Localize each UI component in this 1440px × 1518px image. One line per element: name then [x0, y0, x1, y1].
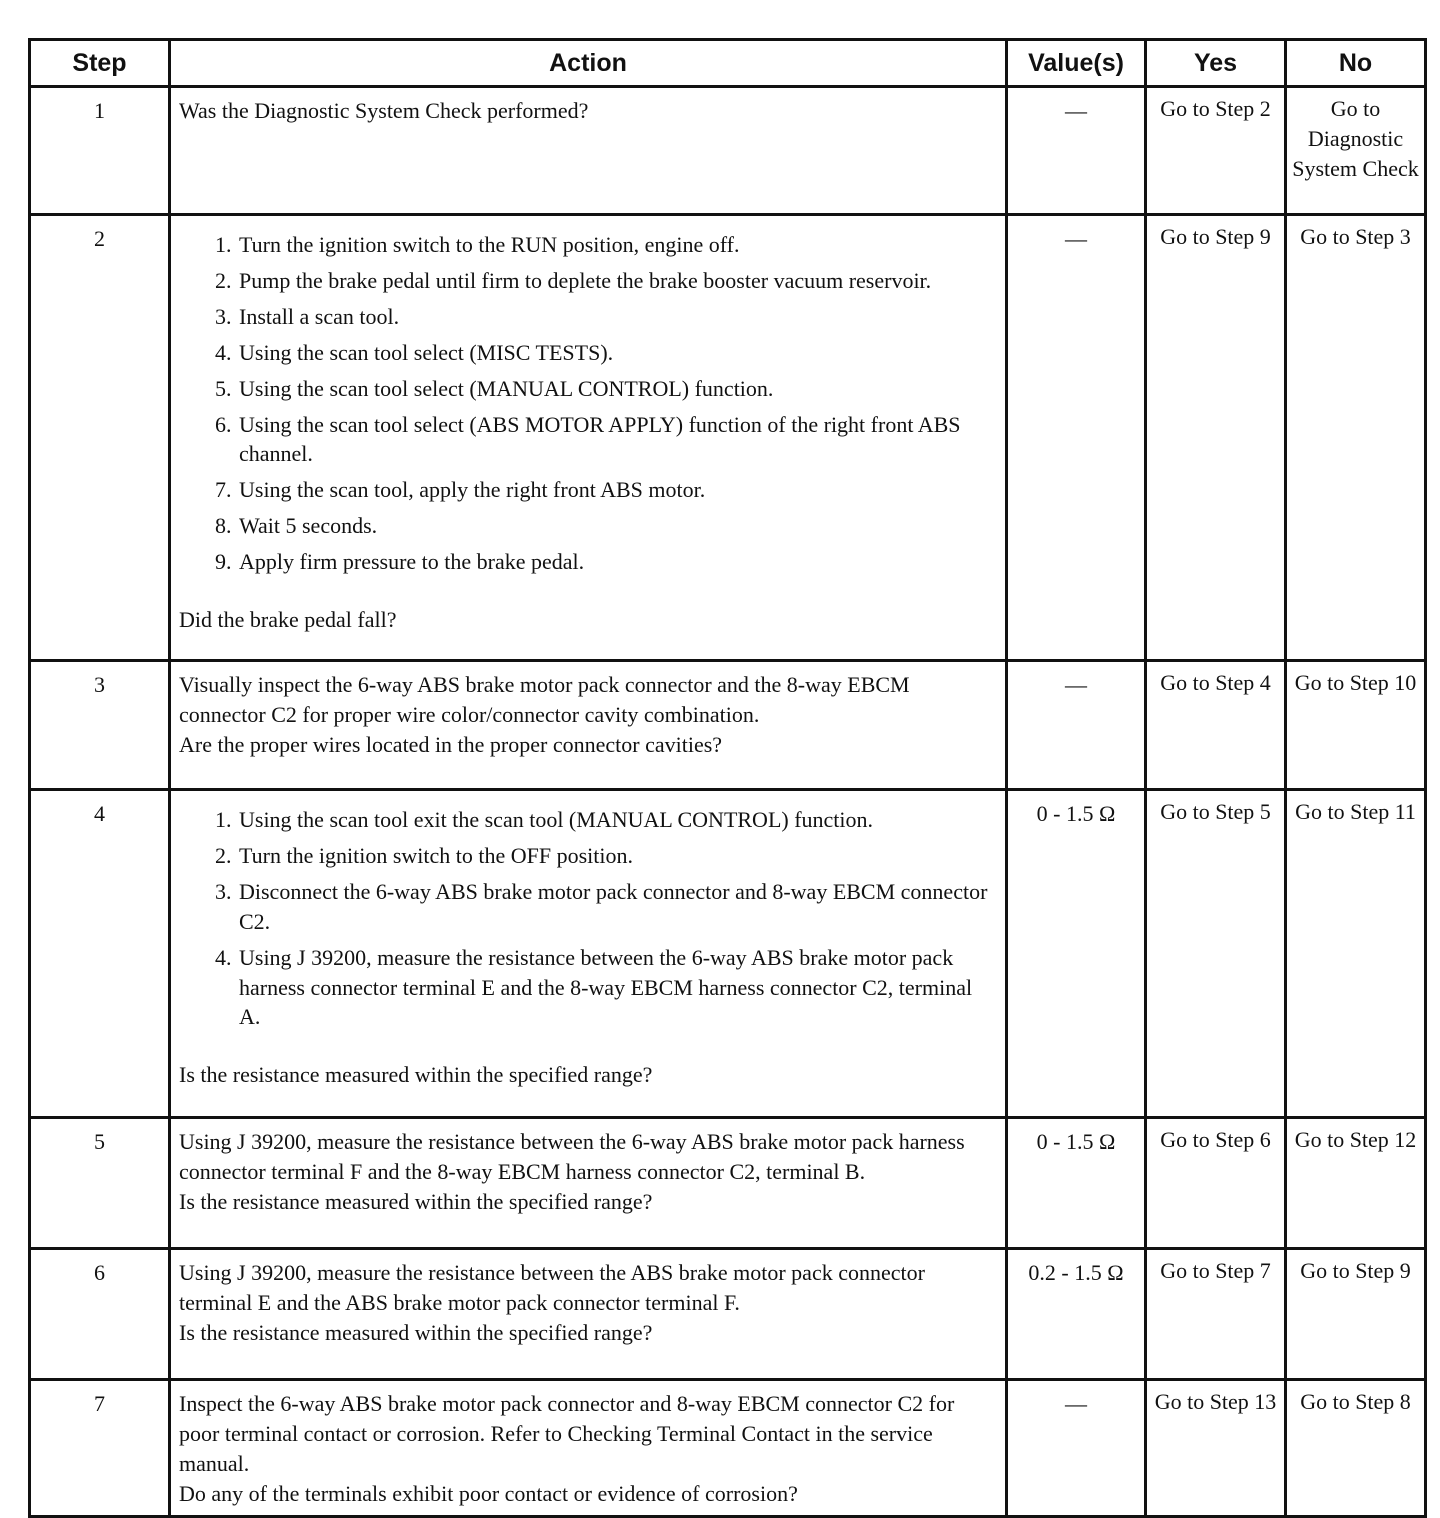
value-cell: —: [1007, 1380, 1146, 1517]
no-cell: Go to Step 10: [1286, 661, 1426, 790]
value-cell: 0.2 - 1.5 Ω: [1007, 1249, 1146, 1380]
spacer: [179, 583, 995, 605]
action-question: Is the resistance measured within the specified range?: [179, 1319, 653, 1345]
action-cell: [170, 1249, 1007, 1380]
list-item: 2. Turn the ignition switch to the OFF position.: [237, 841, 995, 871]
header-no: No: [1286, 40, 1426, 87]
header-action: Action: [170, 40, 1007, 87]
yes-cell: Go to Step 4: [1146, 661, 1286, 790]
action-text: Inspect the 6-way ABS brake motor pack connector and 8-way EBCM connector C2 for poor terminal contact or corrosion. Refer to Checking Terminal Contact in the service manual.: [179, 1391, 955, 1476]
table-row: [30, 215, 1426, 661]
spacer: [179, 1038, 995, 1060]
no-cell: Go to Step 9: [1286, 1249, 1426, 1380]
action-cell: [170, 1118, 1007, 1249]
list-item: 4. Using J 39200, measure the resistance between the 6-way ABS brake motor pack harness connector terminal E and the 8-way EBCM harness connector C2, terminal A.: [237, 943, 995, 1033]
action-text: Using J 39200, measure the resistance between the 6-way ABS brake motor pack harness connector terminal F and the 8-way EBCM harness connector C2, terminal B.: [179, 1129, 965, 1184]
value-cell: —: [1007, 215, 1146, 661]
step-number: 7: [30, 1380, 170, 1517]
table-row: [30, 1249, 1426, 1380]
action-text: Visually inspect the 6-way ABS brake motor pack connector and the 8-way EBCM connector C2 for proper wire color/connector cavity combination.: [179, 672, 910, 727]
value-cell: —: [1007, 661, 1146, 790]
action-cell: [170, 661, 1007, 790]
list-item: 6. Using the scan tool select (ABS MOTOR APPLY) function of the right front ABS channel.: [237, 410, 995, 470]
step-number: 5: [30, 1118, 170, 1249]
table-row: [30, 790, 1426, 1118]
list-item: 2. Pump the brake pedal until firm to deplete the brake booster vacuum reservoir.: [237, 266, 995, 296]
list-item: 1. Using the scan tool exit the scan tool (MANUAL CONTROL) function.: [237, 805, 995, 835]
no-cell: Go to Step 11: [1286, 790, 1426, 1118]
yes-cell: Go to Step 6: [1146, 1118, 1286, 1249]
header-row: [30, 40, 1426, 87]
step-number: 3: [30, 661, 170, 790]
step-number: 2: [30, 215, 170, 661]
list-item: 1. Turn the ignition switch to the RUN position, engine off.: [237, 230, 995, 260]
yes-cell: Go to Step 7: [1146, 1249, 1286, 1380]
action-question: Did the brake pedal fall?: [179, 607, 397, 633]
action-steps: [179, 230, 995, 577]
action-cell: [170, 1380, 1007, 1517]
diagnostic-page: [28, 38, 1424, 1518]
action-question: Do any of the terminals exhibit poor contact or evidence of corrosion?: [179, 1480, 798, 1506]
action-cell: [170, 87, 1007, 215]
list-item: 7. Using the scan tool, apply the right front ABS motor.: [237, 475, 995, 505]
value-cell: 0 - 1.5 Ω: [1007, 790, 1146, 1118]
yes-cell: Go to Step 5: [1146, 790, 1286, 1118]
header-step: Step: [30, 40, 170, 87]
no-cell: Go to Step 12: [1286, 1118, 1426, 1249]
action-text: Using J 39200, measure the resistance between the ABS brake motor pack connector terminal E and the ABS brake motor pack connector terminal F.: [179, 1260, 925, 1315]
list-item: 3. Install a scan tool.: [237, 302, 995, 332]
diagnostic-table: [28, 38, 1427, 1518]
value-cell: —: [1007, 87, 1146, 215]
action-cell: [170, 215, 1007, 661]
action-steps: [179, 805, 995, 1032]
action-question: Are the proper wires located in the proper connector cavities?: [179, 731, 723, 757]
table-row: [30, 661, 1426, 790]
action-cell: [170, 790, 1007, 1118]
step-number: 1: [30, 87, 170, 215]
list-item: 4. Using the scan tool select (MISC TESTS).: [237, 338, 995, 368]
step-number: 4: [30, 790, 170, 1118]
list-item: 3. Disconnect the 6-way ABS brake motor pack connector and 8-way EBCM connector C2.: [237, 877, 995, 937]
table-row: [30, 1118, 1426, 1249]
action-text: Was the Diagnostic System Check performed?: [179, 98, 589, 123]
header-values: Value(s): [1007, 40, 1146, 87]
list-item: 5. Using the scan tool select (MANUAL CONTROL) function.: [237, 374, 995, 404]
header-yes: Yes: [1146, 40, 1286, 87]
yes-cell: Go to Step 2: [1146, 87, 1286, 215]
value-cell: 0 - 1.5 Ω: [1007, 1118, 1146, 1249]
action-question: Is the resistance measured within the specified range?: [179, 1062, 653, 1088]
action-question: Is the resistance measured within the specified range?: [179, 1188, 653, 1214]
no-cell: Go to Step 8: [1286, 1380, 1426, 1517]
list-item: 8. Wait 5 seconds.: [237, 511, 995, 541]
step-number: 6: [30, 1249, 170, 1380]
list-item: 9. Apply firm pressure to the brake pedal.: [237, 547, 995, 577]
table-row: [30, 87, 1426, 215]
yes-cell: Go to Step 9: [1146, 215, 1286, 661]
no-cell: Go to Diagnostic System Check: [1286, 87, 1426, 215]
table-row: [30, 1380, 1426, 1517]
no-cell: Go to Step 3: [1286, 215, 1426, 661]
yes-cell: Go to Step 13: [1146, 1380, 1286, 1517]
